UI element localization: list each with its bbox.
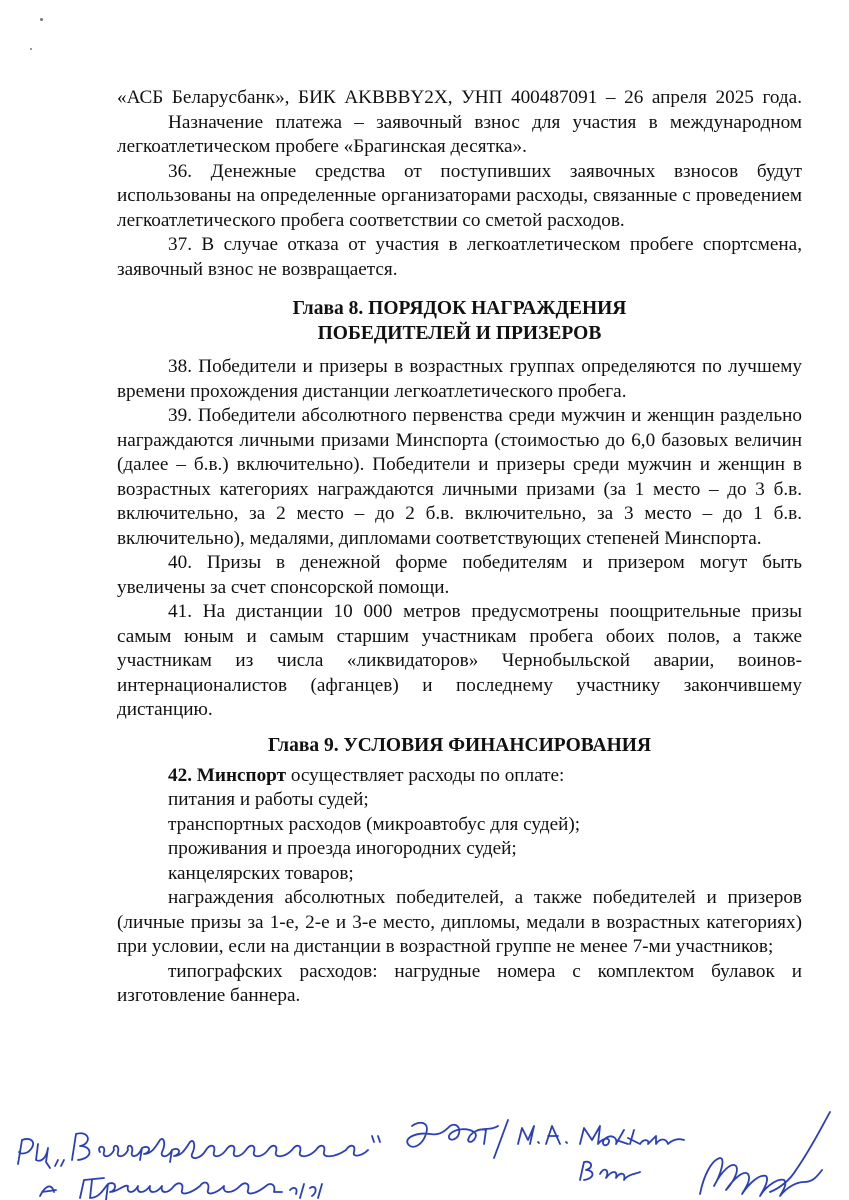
- paragraph-bank-details: «АСБ Беларусбанк», БИК AKBBBY2X, УНП 400487091 – 26 апреля 2025 года.: [117, 87, 802, 108]
- handwriting-stroke: [770, 1112, 830, 1192]
- handwriting-stroke: [18, 1139, 33, 1164]
- chapter-8-title-line1: Глава 8. ПОРЯДОК НАГРАЖДЕНИЯ: [292, 298, 627, 319]
- handwriting-stroke: [40, 1186, 56, 1196]
- paragraph-42: [117, 764, 802, 789]
- list-item: питания и работы судей;: [168, 789, 369, 810]
- paragraph-37: 37. В случае отказа от участия в легкоатлетическом пробеге спортсмена, заявочный взнос не возвращается.: [117, 234, 802, 280]
- list-item: проживания и проезда иногородних судей;: [168, 838, 517, 859]
- paragraph-42-text: осуществляет расходы по оплате:: [286, 764, 565, 786]
- scan-speck: [30, 48, 32, 50]
- list-item: награждения абсолютных победителей, а также победителей и призеров (личные призы за 1-е, 2-е и 3-е место, дипломы, медали в возрастных категориях) при условии, если на дистанции в возрастной группе не менее 7-ми участников;: [117, 887, 802, 957]
- list-item: типографских расходов: нагрудные номера с комплектом булавок и изготовление баннера.: [117, 960, 802, 1006]
- handwriting-stroke: [407, 1123, 498, 1147]
- handwriting-stroke: [518, 1126, 684, 1145]
- handwritten-signatures: [0, 1100, 849, 1200]
- paragraph-38: 38. Победители и призеры в возрастных группах определяются по лучшему времени прохождения дистанции легкоатлетического пробега.: [117, 356, 802, 402]
- handwriting-stroke: [700, 1158, 822, 1196]
- handwriting-stroke: [372, 1136, 380, 1142]
- chapter-8-title-line2: ПОБЕДИТЕЛЕЙ И ПРИЗЕРОВ: [317, 323, 602, 344]
- scan-speck: [40, 18, 43, 21]
- paragraph-39: 39. Победители абсолютного первенства среди мужчин и женщин раздельно награждаются личными призами Минспорта (стоимостью до 6,0 базовых величин (далее – б.в.) включительно). Победители и призеры среди мужчин и женщин в возрастных категориях награждаются личными призами (за 1 место – до 3 б.в. включительно, за 2 место – до 2 б.в. включительно, за 3 место – до 1 б.в. включительно), медалями, дипломами соответствующих степеней Минспорта.: [117, 405, 802, 549]
- handwriting-stroke: [494, 1120, 508, 1158]
- list-item: транспортных расходов (микроавтобус для судей);: [168, 813, 581, 835]
- paragraph-payment-purpose: Назначение платежа – заявочный взнос для участия в международном легкоатлетическом пробеге «Брагинская десятка».: [117, 111, 802, 157]
- handwriting-stroke: [580, 1162, 640, 1180]
- handwriting-stroke: [55, 1160, 64, 1166]
- handwriting-stroke: [72, 1133, 368, 1162]
- paragraph-36: 36. Денежные средства от поступивших заявочных взносов будут использованы на определенные организаторами расходы, связанные с проведением легкоатлетического пробега соответствии со сметой расходов.: [117, 160, 802, 231]
- paragraph-42-lead: 42. Минспорт: [168, 764, 287, 786]
- handwriting-stroke: [36, 1144, 50, 1168]
- paragraph-40: 40. Призы в денежной форме победителям и призером могут быть увеличены за счет спонсорской помощи.: [117, 552, 802, 598]
- document-page: [117, 86, 802, 1009]
- chapter-9-title: Глава 9. УСЛОВИЯ ФИНАНСИРОВАНИЯ: [267, 734, 652, 756]
- list-item: канцелярских товаров;: [168, 862, 354, 884]
- handwriting-stroke: [80, 1178, 322, 1200]
- paragraph-41: 41. На дистанции 10 000 метров предусмотрены поощрительные призы самым юным и самым старшим участникам пробега обоих полов, а также участникам из числа «ликвидаторов» Чернобыльской аварии, воинов-интернационалистов (афганцев) и последнему участнику закончившему дистанцию.: [117, 601, 802, 720]
